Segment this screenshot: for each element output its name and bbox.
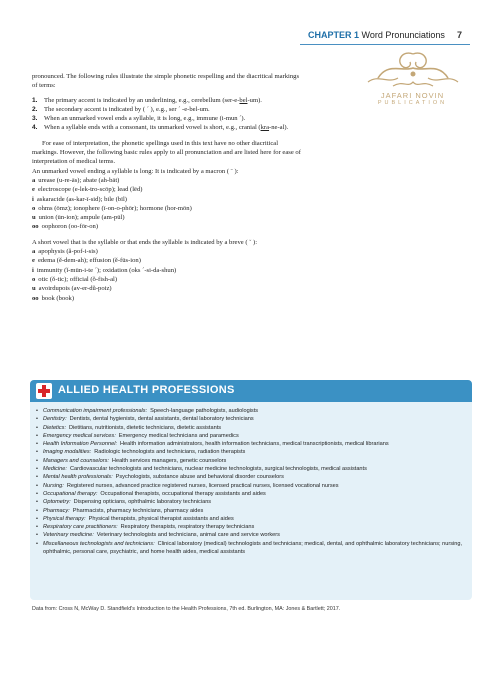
publisher-watermark (350, 48, 475, 118)
list-item: • Communication impairment professionals: Speech-language pathologists, audiologists (36, 408, 259, 414)
list-item (32, 96, 302, 105)
list-item: • Dietetics: Dietitians, nutritionists, dietetic technicians, dietetic assistants (36, 424, 222, 431)
short-vowel-list (32, 247, 302, 303)
list-item: • Emergency medical services: Emergency medical technicians and paramedics (36, 432, 239, 439)
vowel-row: oo book (book) (32, 294, 75, 302)
allied-health-box (30, 380, 472, 600)
short-vowel-label: A short vowel that is the syllable or that ends the syllable is indicated by a breve ( ˘ ): (32, 238, 258, 246)
list-item: • Health Information Personnel: Health information administrators, health information technicians, medical transcriptionists, medical librarians (36, 441, 389, 448)
list-text: The secondary accent is indicated by ( ˊ ), e.g., ser ˊ -e-bel-um. (44, 105, 210, 113)
header-rule (300, 44, 470, 45)
list-item (32, 123, 302, 132)
list-text: The primary accent is indicated by an underlining, e.g., cerebellum (ser-e-bel-um). (44, 96, 262, 104)
list-item: • Mental health professionals: Psychologists, substance abuse and behavioral disorder counselors (36, 474, 284, 481)
vowel-row: a urease (u-re-ās); abate (ah-bāt) (32, 176, 120, 184)
list-item: • Dentistry: Dentists, dental hygienists, dental assistants, dental laboratory technicians (36, 416, 254, 423)
list-item: • Optometry: Dispensing opticians, ophthalmic laboratory technicians (36, 499, 212, 506)
watermark-subtitle: PUBLICATION (377, 100, 448, 106)
vowel-row: i immunity (ĭ-mūn-i-te ˊ); oxidation (oks ˊ-si-da-shun) (32, 266, 177, 274)
running-header (300, 30, 470, 44)
list-item: • Pharmacy: Pharmacists, pharmacy technicians, pharmacy aides (36, 507, 204, 514)
list-text: When an unmarked vowel ends a syllable, it is long, e.g., immune (i-mun ˊ). (44, 115, 246, 123)
list-number: 2. (32, 105, 38, 113)
list-item: • Veterinary medicine: Veterinary technologists and technicians, animal care and service workers (36, 532, 280, 539)
list-item: • Nursing: Registered nurses, advanced practice registered nurses, licensed practical nurses, licensed vocational nurses (36, 482, 339, 489)
list-item: • Miscellaneous technologists and technicians: Clinical laboratory (medical) technologists and technicians; medical, dental, and ophthalmic laboratory technicians; nursing, ophthalmic, personal care, psychiatric, and home health aides, medical assistants (36, 540, 463, 556)
list-item: • Managers and counselors: Health services managers, genetic counselors (36, 457, 227, 464)
vowel-row: o ohms (ōmz); ionophere (ī-on-o-phōr); hormone (hor-mōn) (32, 204, 192, 212)
vowel-row: a apophysis (ă-pof-i-sis) (32, 248, 98, 256)
list-item: • Physical therapy: Physical therapists, physical therapist assistants and aides (36, 515, 234, 522)
ornament-icon (358, 48, 468, 90)
list-item: • Medicine: Cardiovascular technologists and technicians, nuclear medicine technologists, surgical technologists, medical assistants (36, 466, 367, 473)
intro-paragraph: pronounced. The following rules illustrate the simple phonetic respelling and the diacritical markings of terms: (32, 73, 300, 90)
list-item (32, 114, 302, 123)
list-number: 1. (32, 96, 38, 104)
profession-list (36, 407, 466, 556)
page-number: 7 (456, 30, 462, 40)
chapter-title: Word Pronunciations (361, 30, 445, 40)
list-item: • Respiratory care practitioners: Respiratory therapists, respiratory therapy technicians (36, 524, 255, 531)
vowel-row: i askaracide (as-kar-ī-sid); bile (bīl) (32, 195, 127, 203)
medical-cross-icon (36, 383, 52, 399)
list-number: 4. (32, 124, 38, 132)
list-number: 3. (32, 115, 38, 123)
watermark-name: JAFARI NOVIN (380, 91, 445, 100)
chapter-heading (308, 30, 445, 40)
vowel-row: o otic (ŏ-tic); official (ŏ-fish-al) (32, 275, 118, 283)
chapter-number: CHAPTER 1 (308, 30, 360, 40)
body-text (32, 72, 302, 309)
vowel-row: u union (ūn-ion); ampule (am-pūl) (32, 214, 125, 222)
box-header (30, 380, 472, 402)
list-item: • Imaging modalities: Radiologic technologists and technicians, radiation therapists (36, 449, 246, 456)
long-vowel-list (32, 176, 302, 232)
source-note: Data from: Cross N, McWay D. Standfield's Introduction to the Health Professions, 7th ed. Burlington, MA: Jones & Bartlett; 2017. (32, 606, 341, 612)
list-item: • Occupational therapy: Occupational therapists, occupational therapy assistants and aides (36, 490, 266, 497)
vowel-row: e electroscope (e-lek-tro-scōp); lead (lēd) (32, 186, 143, 194)
list-text: When a syllable ends with a consonant, its unmarked vowel is short, e.g., cranial (kra-ne-al). (44, 124, 289, 132)
vowel-row: u avoirdupois (av-er-dŭ-poiz) (32, 285, 112, 293)
interpretation-paragraph: For ease of interpretation, the phonetic spellings used in this text have no other diacritical markings. However, the following basic rules apply to all pronunciation and are listed here for ease of interpretation of medical terms. (32, 139, 301, 166)
list-item (32, 105, 302, 114)
vowel-row: e edema (ĕ-dem-ah); effusion (ĕ-fūs-ion) (32, 257, 141, 265)
box-title: ALLIED HEALTH PROFESSIONS (58, 384, 235, 396)
long-vowel-label: An unmarked vowel ending a syllable is long: It is indicated by a macron ( ˉ ): (32, 167, 239, 175)
accent-rules-list (32, 96, 302, 133)
vowel-row: oo oophoron (oo-fōr-on) (32, 223, 99, 231)
